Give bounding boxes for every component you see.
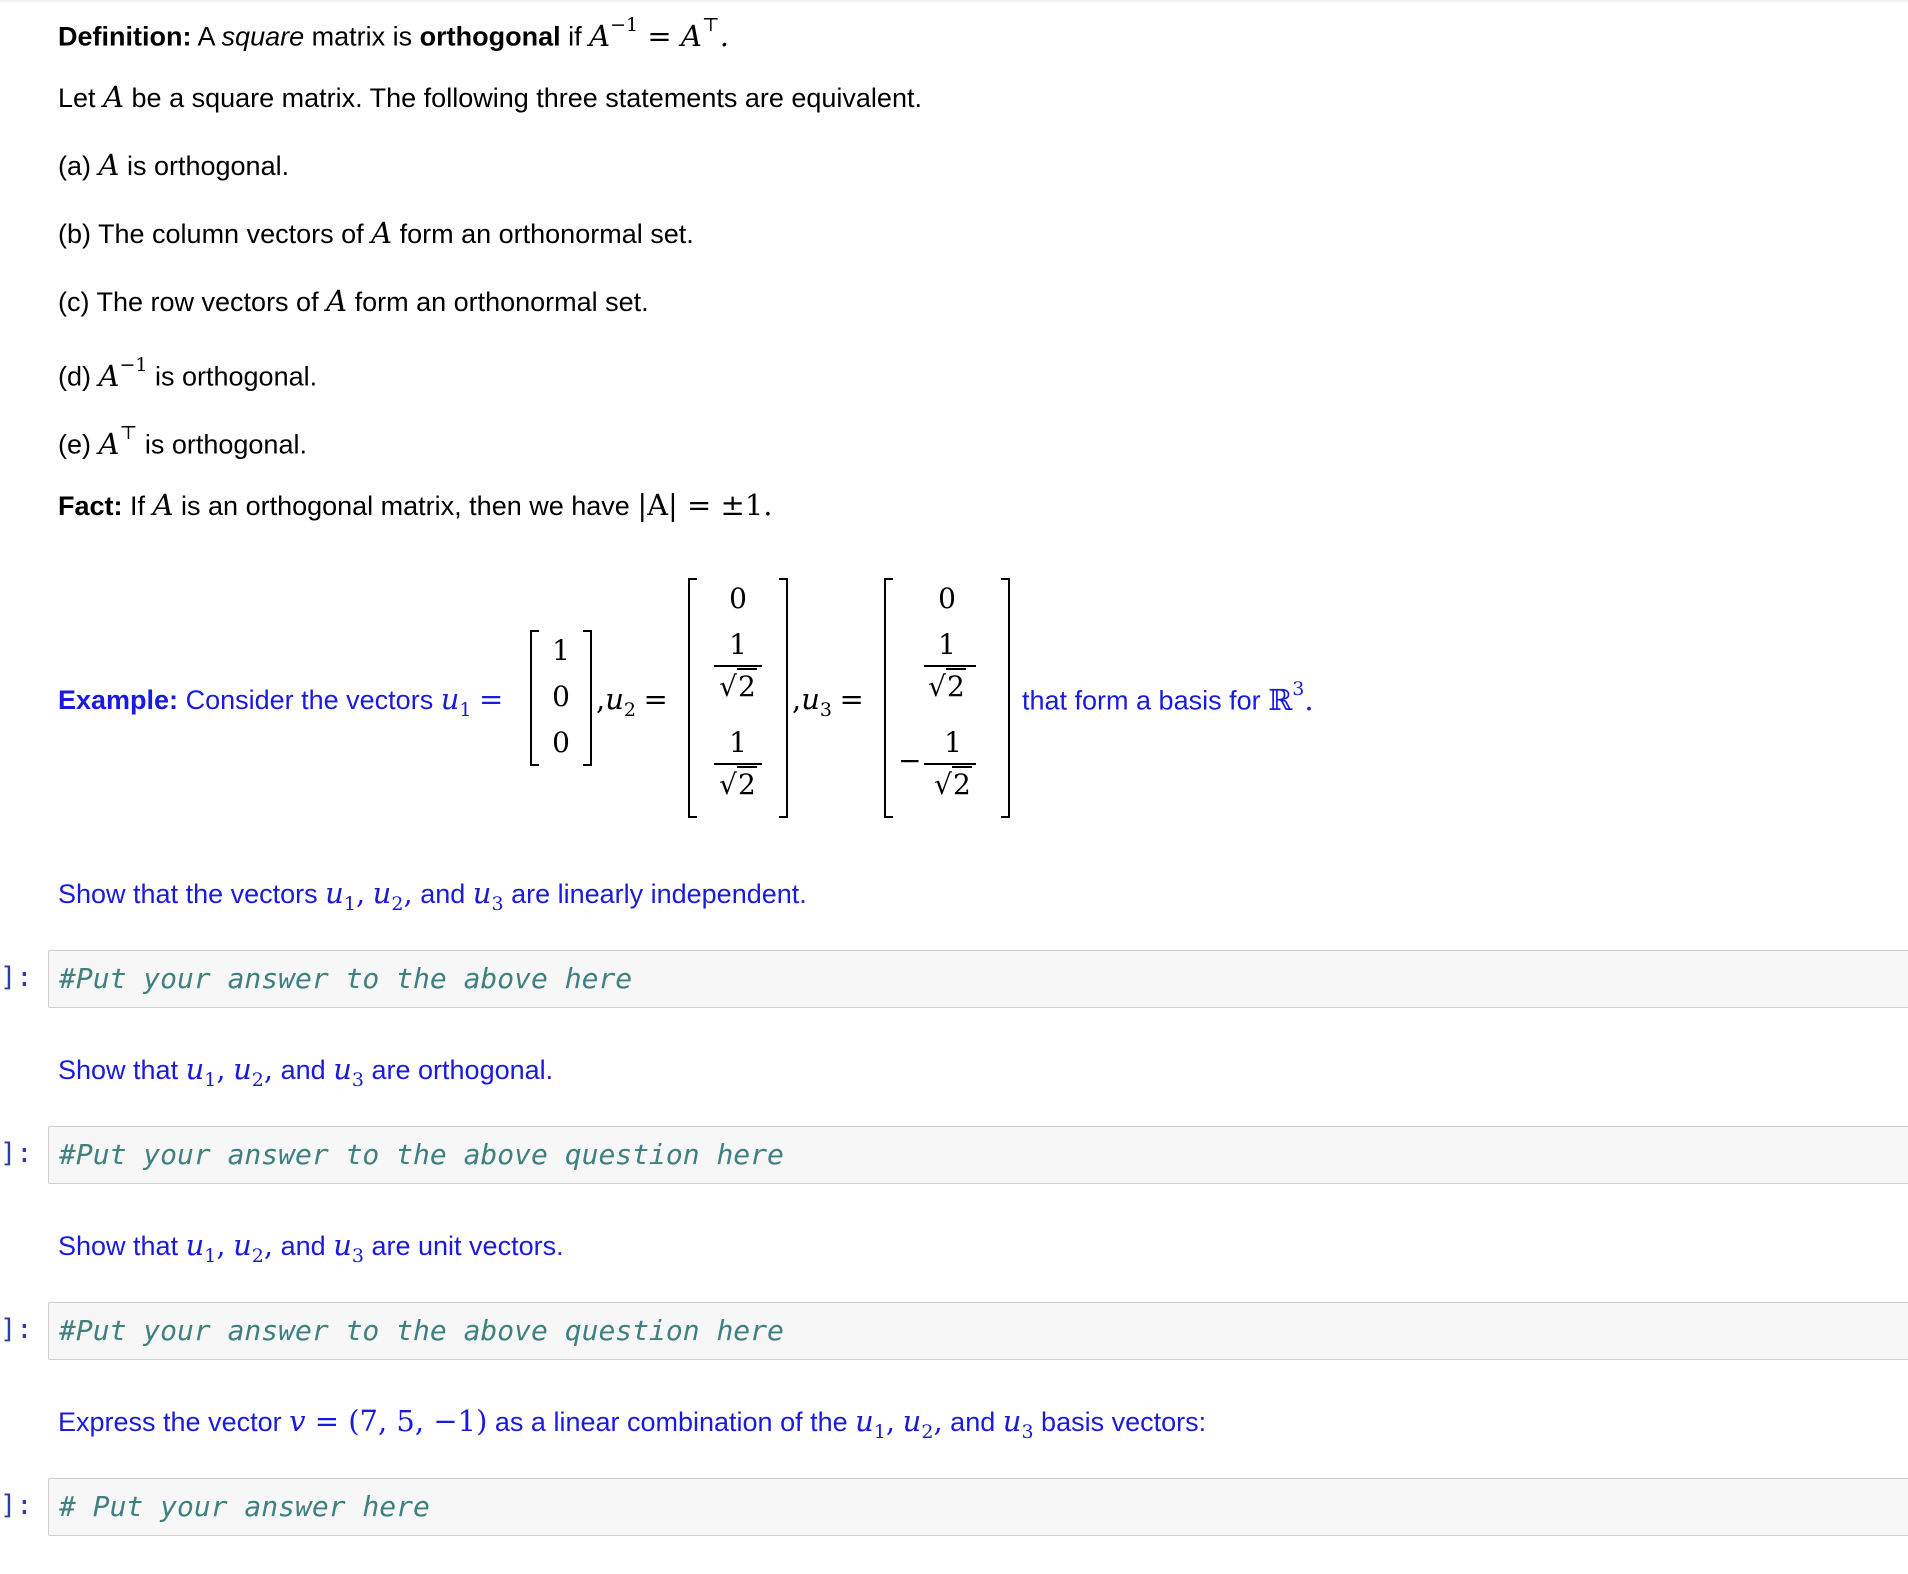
- example-intro: Example: Consider the vectors $u_1$ =: [58, 682, 504, 721]
- definition-text: if: [568, 21, 582, 52]
- u2-vector: 0 1 √2 1 √2: [688, 580, 788, 816]
- definition-square: square: [221, 21, 305, 52]
- fact-line: Fact: If A is an orthogonal matrix, then we have |A| = ±1.: [58, 488, 773, 522]
- definition-label: Definition:: [58, 21, 192, 52]
- cell-prompt: ]:: [0, 962, 33, 993]
- code-cell-text[interactable]: #Put your answer to the above here: [59, 962, 633, 995]
- definition-line: [58, 12, 729, 54]
- question-3: Show that $u_1$, $u_2$, and $u_3$ are unit vectors.: [58, 1228, 564, 1267]
- item-d: (d) $A^{-1}$ is orthogonal.: [58, 354, 318, 393]
- cell-prompt: ]:: [0, 1314, 33, 1345]
- u3-label: $,u_3$ =: [792, 682, 864, 721]
- code-cell-text[interactable]: #Put your answer to the above question here: [59, 1314, 784, 1347]
- code-cell-2[interactable]: [48, 1126, 1908, 1184]
- item-b: (b) The column vectors of A form an orthonormal set.: [58, 216, 694, 250]
- code-cell-1[interactable]: [48, 950, 1908, 1008]
- example-basis: that form a basis for ℝ$^3$.: [1022, 678, 1314, 717]
- definition-formula: $A^{-1} = A^⊤$.: [589, 14, 729, 53]
- u1-vector: 1 0 0: [530, 632, 592, 764]
- definition-text: matrix is: [311, 21, 413, 52]
- code-cell-text[interactable]: # Put your answer here: [59, 1490, 430, 1523]
- fact-formula: |A| = ±1.: [637, 488, 773, 522]
- code-cell-3[interactable]: [48, 1302, 1908, 1360]
- question-2: Show that $u_1$, $u_2$, and $u_3$ are orthogonal.: [58, 1052, 554, 1091]
- item-c: (c) The row vectors of A form an orthonormal set.: [58, 284, 649, 318]
- item-e: (e) A⊤ is orthogonal.: [58, 422, 307, 461]
- cell-prompt: ]:: [0, 1490, 33, 1521]
- question-4: Express the vector v = (7, 5, −1) as a linear combination of the $u_1$, $u_2$, and $u_3$ basis vectors:: [58, 1404, 1207, 1443]
- code-cell-text[interactable]: #Put your answer to the above question here: [59, 1138, 784, 1171]
- statement-line: Let A be a square matrix. The following three statements are equivalent.: [58, 80, 922, 114]
- code-cell-4[interactable]: [48, 1478, 1908, 1536]
- definition-text: A: [197, 21, 215, 52]
- question-1: Show that the vectors $u_1$, $u_2$, and $u_3$ are linearly independent.: [58, 876, 807, 915]
- definition-orthogonal: orthogonal: [419, 21, 561, 52]
- fact-label: Fact:: [58, 491, 123, 521]
- example-label: Example:: [58, 685, 179, 715]
- cell-prompt: ]:: [0, 1138, 33, 1169]
- top-separator: [0, 0, 1908, 4]
- item-a: (a) A is orthogonal.: [58, 148, 290, 182]
- u3-vector: 0 1 √2 1 − √2: [884, 580, 1010, 816]
- u2-label: $,u_2$ =: [596, 682, 668, 721]
